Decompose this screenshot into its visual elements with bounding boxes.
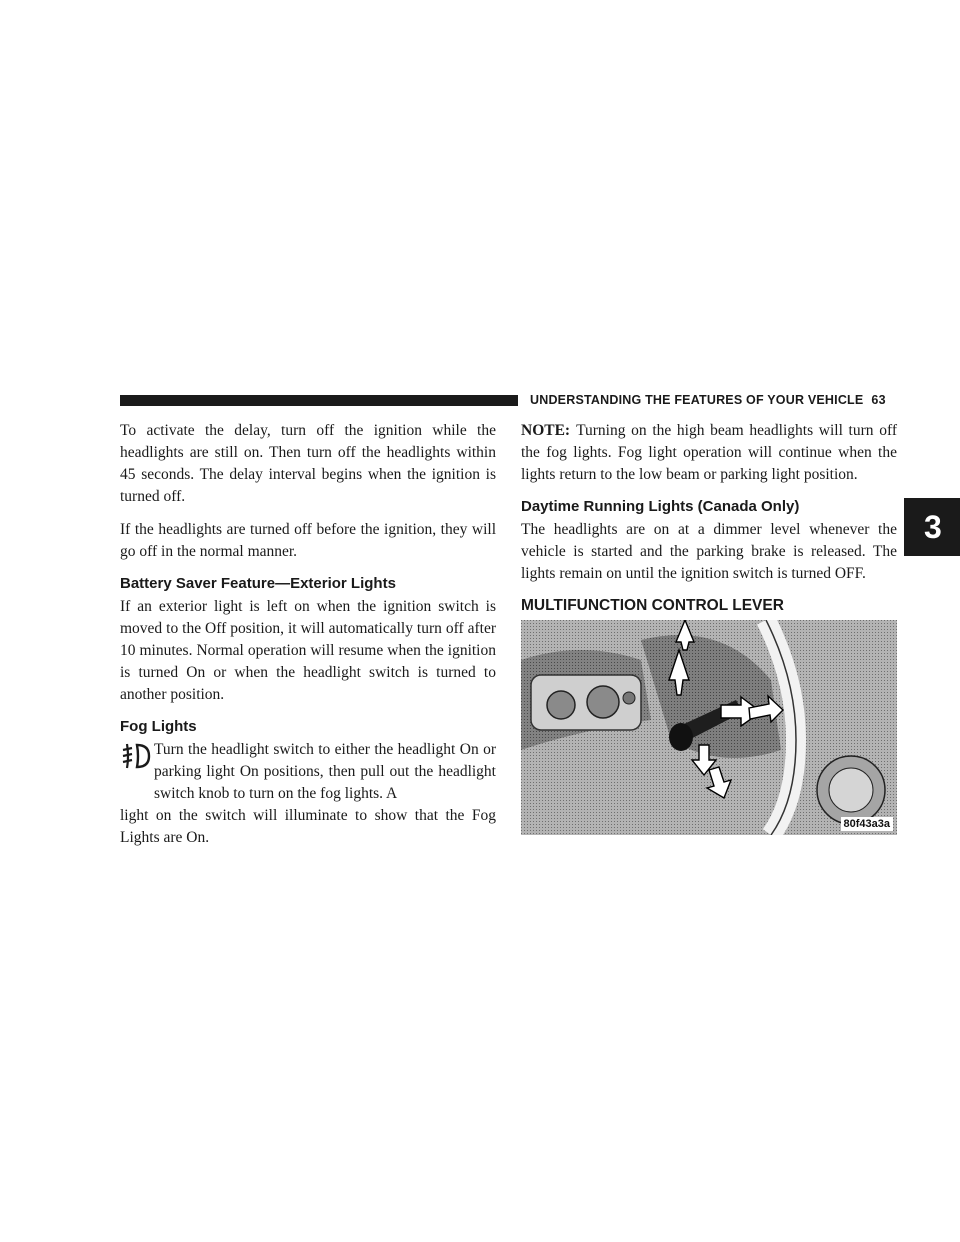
left-column xyxy=(120,420,496,860)
drl-text: The headlights are on at a dimmer level whenever the vehicle is started and the parking brake is released. The lights remain on until the ignition switch is turned OFF. xyxy=(521,521,897,582)
battery-saver-text: If an exterior light is left on when the ignition switch is moved to the Off position, it will automatically turn off after 10 minutes. Normal operation will resume when the ignition is turned On or when the headlight switch is turned to another position. xyxy=(120,598,496,703)
fog-light-icon xyxy=(120,741,154,771)
fog-lights-block xyxy=(120,739,496,849)
page-number: 63 xyxy=(871,393,886,407)
lever-illustration xyxy=(521,620,897,835)
fog-lights-text-rest: light on the switch will illuminate to show that the Fog Lights are On. xyxy=(120,807,496,846)
multifunction-heading: MULTIFUNCTION CONTROL LEVER xyxy=(521,597,784,614)
fog-lights-heading: Fog Lights xyxy=(120,718,197,735)
multifunction-lever-figure xyxy=(521,620,897,835)
drl-heading: Daytime Running Lights (Canada Only) xyxy=(521,498,800,515)
chapter-tab: 3 xyxy=(904,498,960,556)
running-header xyxy=(530,393,900,407)
note-paragraph xyxy=(521,420,897,486)
figure-code: 80f43a3a xyxy=(841,817,894,831)
note-label: NOTE: xyxy=(521,422,571,439)
note-text: Turning on the high beam headlights will turn off the fog lights. Fog light operation will continue when the lights return to the low beam or parking light position. xyxy=(521,422,897,483)
paragraph-delay: To activate the delay, turn off the ignition while the headlights are still on. Then turn off the headlights within 45 seconds. The delay interval begins when the ignition is turned off. xyxy=(120,422,496,505)
fog-lights-text-indented: Turn the headlight switch to either the headlight On or parking light On positions, then pull out the headlight switch knob to turn on the fog lights. A xyxy=(154,741,496,802)
right-column xyxy=(521,420,897,835)
paragraph-normal-off: If the headlights are turned off before the ignition, they will go off in the normal manner. xyxy=(120,521,496,560)
battery-saver-heading: Battery Saver Feature—Exterior Lights xyxy=(120,575,396,592)
header-rule xyxy=(120,395,518,406)
section-title: UNDERSTANDING THE FEATURES OF YOUR VEHICLE xyxy=(530,393,864,407)
